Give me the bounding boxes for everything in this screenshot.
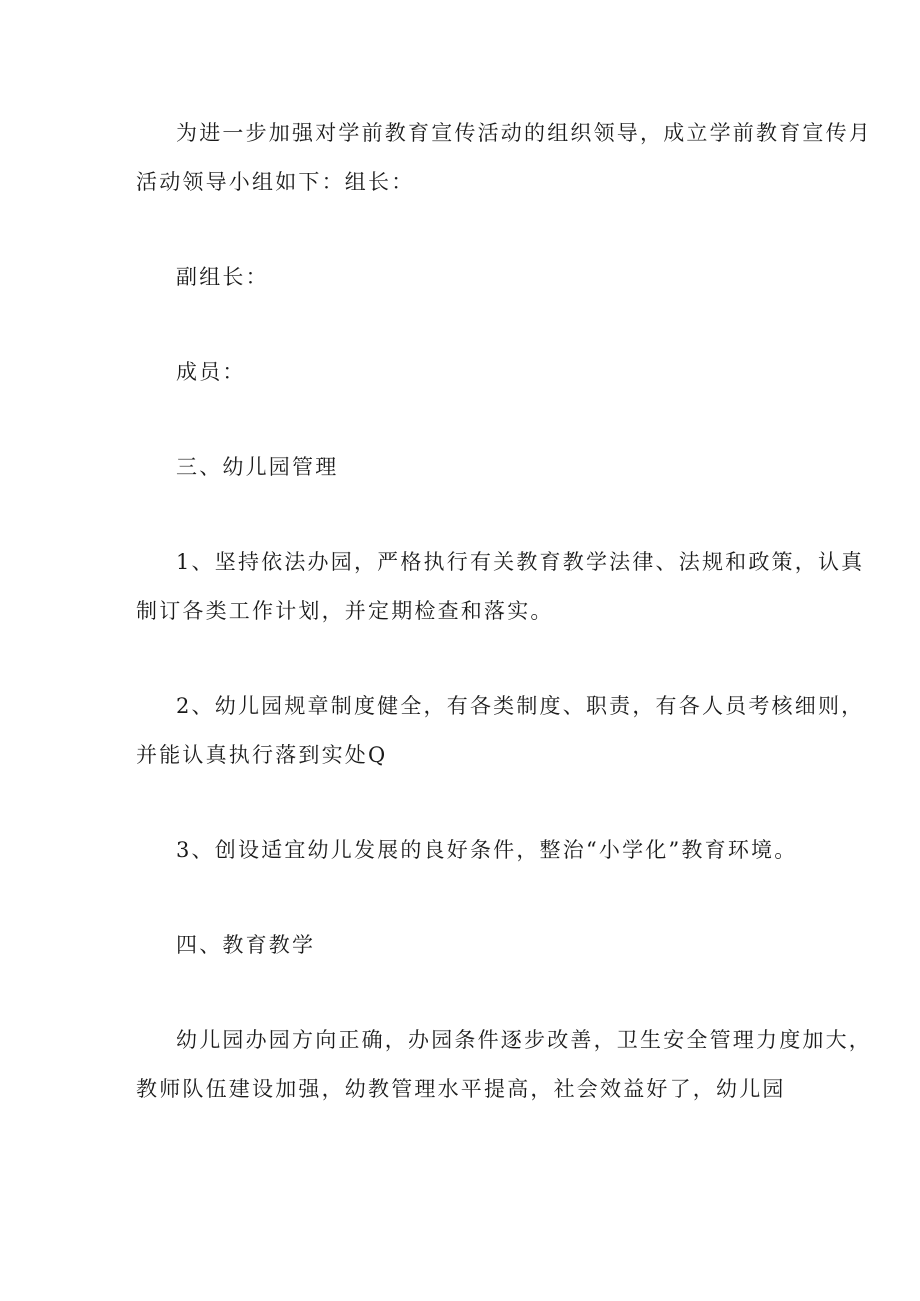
item-2-line-1: 2、幼儿园规章制度健全，有各类制度、职责，有各人员考核细则， — [176, 694, 865, 718]
item-1-line-2: 制订各类工作计划，并定期检查和落实。 — [136, 599, 554, 623]
summary-line-2: 教师队伍建设加强，幼教管理水平提高，社会效益好了，幼儿园 — [136, 1077, 786, 1101]
item-3: 3、创设适宜幼儿发展的良好条件，整治“小学化”教育环境。 — [176, 838, 798, 862]
summary-line-1: 幼儿园办园方向正确，办园条件逐步改善，卫生安全管理力度加大， — [176, 1028, 872, 1052]
item-2-line-2: 并能认真执行落到实处Q — [136, 743, 388, 767]
section-heading-kindergarten-management: 三、幼儿园管理 — [176, 455, 339, 479]
paragraph-deputy-leader: 副组长： — [176, 265, 269, 289]
item-1-line-1: 1、坚持依法办园，严格执行有关教育教学法律、法规和政策，认真 — [176, 550, 865, 574]
paragraph-intro-line-1: 为进一步加强对学前教育宣传活动的组织领导，成立学前教育宣传月 — [176, 121, 872, 145]
paragraph-members: 成员： — [176, 360, 246, 384]
section-heading-education-teaching: 四、教育教学 — [176, 933, 316, 957]
paragraph-intro-line-2: 活动领导小组如下：组长： — [136, 170, 415, 194]
